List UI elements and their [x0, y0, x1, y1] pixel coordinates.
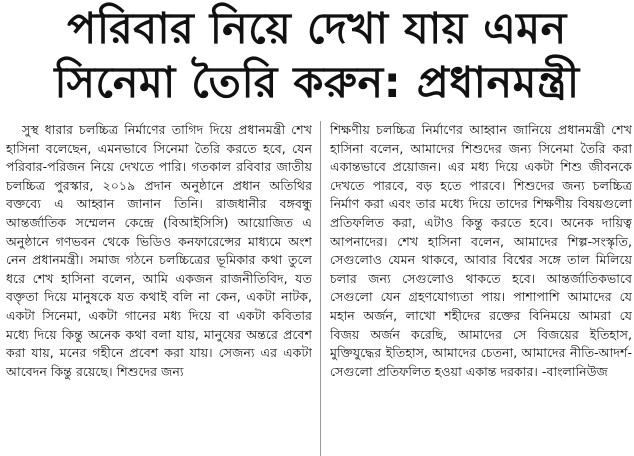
column-divider — [320, 121, 321, 456]
headline-line-1: পরিবার নিয়ে দেখা যায় এমন — [67, 4, 567, 54]
article-paragraph-left: সুস্থ ধারার চলচ্চিত্র নির্মাণের তাগিদ দিয়ে প্রধানমন্ত্রী শেখ হাসিনা বলেছেন, এমনভাবে সিনেমা তৈরি করতে হবে, যেন পরিবার-পরিজন নিয়ে দেখতে পারি। গতকাল রবিবার জাতীয় চলচ্চিত্র পুরস্কার, ২০১৯ প্রদান অনুষ্ঠানে প্রধান অতিথির বক্তব্যে এ আহ্বান জানান তিনি। রাজধানীর বঙ্গবন্ধু আন্তর্জাতিক সম্মেলন কেন্দ্রে (বিআইসিসি) আয়োজিত এ অনুষ্ঠানে গণভবন থেকে ভিডিও কনফারেন্সের মাধ্যমে অংশ নেন প্রধানমন্ত্রী। সমাজ গঠনে চলচ্চিত্রের ভূমিকার কথা তুলে ধরে শেখ হাসিনা বলেন, আমি একজন রাজনীতিবিদ, যত বক্তৃতা দিয়ে মানুষকে যত কথাই বলি না কেন, একটা নাটক, একটা সিনেমা, একটা গানের মধ্য দিয়ে বা একটা কবিতার মধ্যে দিয়ে কিন্তু অনেক কথা বলা যায়, মানুষের অন্তরে প্রবেশ করা যায়, মনের গহীনে প্রবেশ করা যায়। সেজন্য এর একটা আবেদন কিন্তু রয়েছে। শিশুদের জন্য — [6, 122, 312, 379]
article-column-right — [330, 121, 632, 456]
headline-line-2: সিনেমা তৈরি করুন: প্রধানমন্ত্রী — [54, 58, 580, 108]
headline — [0, 0, 634, 112]
article-column-left — [6, 121, 312, 456]
article-paragraph-right: শিক্ষণীয় চলচ্চিত্র নির্মাণের আহ্বান জানিয়ে প্রধানমন্ত্রী শেখ হাসিনা বলেন, আমাদের শিশুদের জন্য সিনেমা তৈরি করা একান্তভাবে প্রয়োজন। এর মধ্য দিয়ে একটা শিশু জীবনকে দেখতে পারবে, বড় হতে পারবে। শিশুদের জন্য চলচ্চিত্র নির্মাণ করা এবং তার মধ্যে দিয়ে তাদের শিক্ষণীয় বিষয়গুলো প্রতিফলিত করা, এটাও কিন্তু করতে হবে। অনেক দায়িত্ব আপনাদের। শেখ হাসিনা বলেন, আমাদের শিল্প-সংস্কৃতি, সেগুলোও যেমন থাকবে, আবার বিশ্বের সঙ্গে তাল মিলিয়ে চলার জন্য সেগুলোও থাকতে হবে। আন্তর্জাতিকভাবে সেগুলো যেন গ্রহণযোগ্যতা পায়। পাশাপাশি আমাদের যে মহান অর্জন, লাখো শহীদের রক্তের বিনিময়ে আমরা যে বিজয় অর্জন করেছি, আমাদের সে বিজয়ের ইতিহাস, মুক্তিযুদ্ধের ইতিহাস, আমাদের চেতনা, আমাদের নীতি-আদর্শ- সেগুলো প্রতিফলিত হওয়া একান্ত দরকার। -বাংলানিউজ — [330, 122, 632, 379]
